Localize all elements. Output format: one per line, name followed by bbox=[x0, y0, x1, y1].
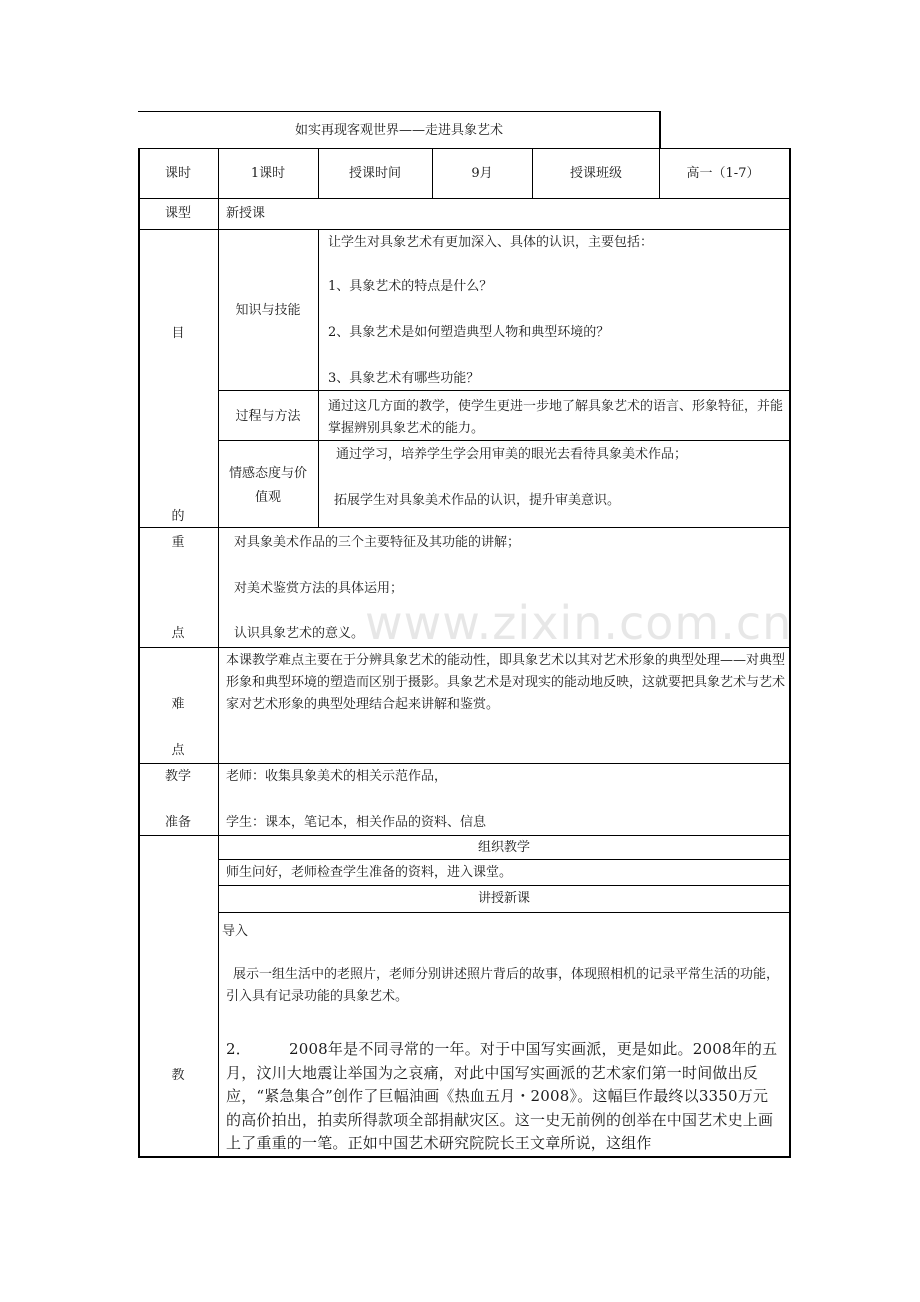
objectives-label-top: 目 bbox=[171, 326, 185, 341]
key-point-3: 认识具象艺术的意义。 bbox=[234, 626, 365, 641]
difficulty-text: 本课教学难点主要在于分辨具象艺术的能动性，即具象艺术以其对艺术形象的典型处理——对典型形象和典型环境的塑造而区别于摄影。具象艺术是对现实的能动地反映，这就要把具象艺术与艺术家对艺术形象的典型处理结合起来讲解和鉴赏。 bbox=[226, 653, 786, 712]
new-lesson-title: 讲授新课 bbox=[477, 891, 531, 906]
emotion-label-1: 情感态度与价 bbox=[228, 466, 308, 481]
time-label: 授课时间 bbox=[348, 166, 402, 181]
key-point-2: 对美术鉴赏方法的具体运用； bbox=[234, 581, 404, 596]
organize-title: 组织教学 bbox=[477, 840, 531, 855]
difficulty-label-top: 难 bbox=[171, 697, 185, 712]
paragraph-2-text: 2008年是不同寻常的一年。对于中国写实画派，更是如此。2008年的五月，汶川大地震让举国为之哀痛，对此中国写实画派的艺术家们第一时间做出反应，“紧急集合”创作了巨幅油画《热血五月・2008》。这幅巨作最终以3350万元的高价拍出，拍卖所得款项全部捐献灾区。这一史无前例的创举在中国艺术史上画上了重重的一笔。正如中国艺术研究院院长王文章所说，这组作 bbox=[226, 1040, 778, 1152]
knowledge-line-1: 让学生对具象艺术有更加深入、具体的认识，主要包括： bbox=[328, 235, 654, 250]
objectives-label-bottom: 的 bbox=[171, 509, 185, 524]
process-text: 通过这几方面的教学，使学生更进一步地了解具象艺术的语言、形象特征，并能掌握辨别具象艺术的能力。 bbox=[328, 399, 784, 436]
knowledge-line-3: 2、具象艺术是如何塑造典型人物和典型环境的？ bbox=[328, 325, 610, 340]
emotion-line-2: 拓展学生对具象美术作品的认识，提升审美意识。 bbox=[334, 493, 621, 508]
time-value: 9月 bbox=[471, 166, 493, 181]
intro-text: 展示一组生活中的老照片，老师分别讲述照片背后的故事，体现照相机的记录平常生活的功能，引入具有记录功能的具象艺术。 bbox=[226, 967, 780, 1004]
paragraph-2 bbox=[226, 1038, 782, 1156]
hours-value: 1课时 bbox=[250, 166, 286, 181]
watermark: www.zixin.com.cn bbox=[365, 596, 793, 650]
key-points-label-top: 重 bbox=[171, 535, 185, 550]
hours-label: 课时 bbox=[164, 166, 192, 181]
emotion-line-1: 通过学习，培养学生学会用审美的眼光去看待具象美术作品； bbox=[336, 447, 688, 462]
preparation-student: 学生：课本，笔记本，相关作品的资料、信息 bbox=[226, 815, 487, 830]
type-value: 新授课 bbox=[226, 206, 266, 221]
knowledge-line-4: 3、具象艺术有哪些功能？ bbox=[328, 371, 480, 386]
teaching-label: 教 bbox=[171, 1068, 185, 1083]
difficulty-label-bottom: 点 bbox=[171, 743, 185, 758]
intro-label: 导入 bbox=[222, 924, 249, 939]
process-label: 过程与方法 bbox=[235, 409, 301, 424]
class-label: 授课班级 bbox=[569, 166, 623, 181]
class-value: 高一（1-7） bbox=[686, 166, 760, 181]
knowledge-line-2: 1、具象艺术的特点是什么？ bbox=[328, 279, 493, 294]
key-point-1: 对具象美术作品的三个主要特征及其功能的讲解； bbox=[234, 535, 521, 550]
emotion-label-2: 值观 bbox=[254, 490, 282, 505]
type-label: 课型 bbox=[164, 206, 192, 221]
organize-text: 师生问好，老师检查学生准备的资料，进入课堂。 bbox=[226, 865, 513, 880]
preparation-label-top: 教学 bbox=[164, 769, 192, 784]
preparation-teacher: 老师：收集具象美术的相关示范作品， bbox=[226, 769, 448, 784]
knowledge-label: 知识与技能 bbox=[235, 303, 301, 318]
key-points-label-bottom: 点 bbox=[171, 626, 185, 641]
preparation-label-bottom: 准备 bbox=[164, 815, 192, 830]
paragraph-2-number: 2． bbox=[226, 1040, 251, 1058]
document-title: 如实再现客观世界——走进具象艺术 bbox=[294, 123, 504, 138]
